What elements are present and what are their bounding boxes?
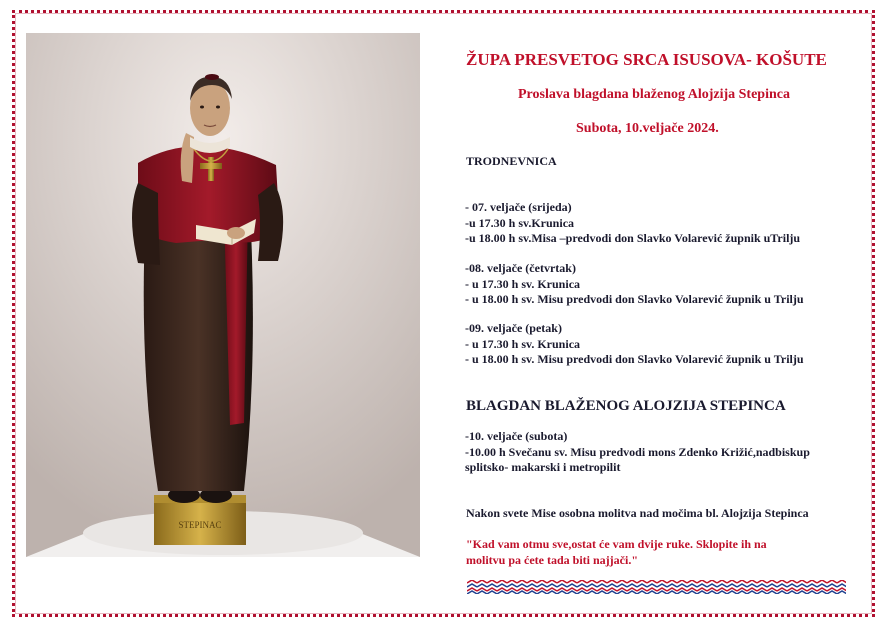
day-rosary: -u 17.30 h sv.Krunica <box>465 215 575 230</box>
triduum-day-3 <box>465 321 804 368</box>
statue-photo <box>26 33 420 557</box>
triduum-day-1 <box>465 200 800 247</box>
feast-title: BLAGDAN BLAŽENOG ALOJZIJA STEPINCA <box>466 398 786 414</box>
feast-mass-line1: -10.00 h Svečanu sv. Misu predvodi mons Zdenko Križić,nadbiskup <box>465 444 810 459</box>
statue-plaque-text: STEPINAC <box>178 520 222 530</box>
feast-date: -10. veljače (subota) <box>465 429 568 443</box>
quote-line1: "Kad vam otmu sve,ostat će vam dvije ruke. Sklopite ih na <box>466 537 767 551</box>
feast-schedule <box>465 429 810 476</box>
after-mass-note: Nakon svete Mise osobna molitva nad močima bl. Alojzija Stepinca <box>466 506 809 520</box>
day-rosary: - u 17.30 h sv. Krunica <box>465 336 581 351</box>
day-date: -09. veljače (petak) <box>465 321 562 335</box>
stepinac-quote <box>466 536 856 568</box>
quote-line2: molitvu pa ćete tada biti najjači." <box>466 553 638 567</box>
event-title: Proslava blagdana blaženog Alojzija Stepinca <box>518 87 790 102</box>
day-mass: -u 18.00 h sv.Misa –predvodi don Slavko Volarević župnik uTrilju <box>465 231 801 245</box>
feast-mass-line2: splitsko- makarski i metropilit <box>465 460 621 474</box>
day-mass: - u 18.00 h sv. Misu predvodi don Slavko Volarević župnik u Trilju <box>465 352 804 366</box>
event-date: Subota, 10.veljače 2024. <box>576 121 719 136</box>
decorative-ribbon <box>467 580 846 594</box>
parish-title: ŽUPA PRESVETOG SRCA ISUSOVA- KOŠUTE <box>466 50 827 69</box>
day-rosary: - u 17.30 h sv. Krunica <box>465 276 581 291</box>
day-mass: - u 18.00 h sv. Misu predvodi don Slavko Volarević župnik u Trilju <box>465 292 804 306</box>
triduum-title: TRODNEVNICA <box>466 154 557 168</box>
triduum-day-2 <box>465 261 804 308</box>
day-date: -08. veljače (četvrtak) <box>465 261 576 275</box>
day-date: - 07. veljače (srijeda) <box>465 200 572 214</box>
